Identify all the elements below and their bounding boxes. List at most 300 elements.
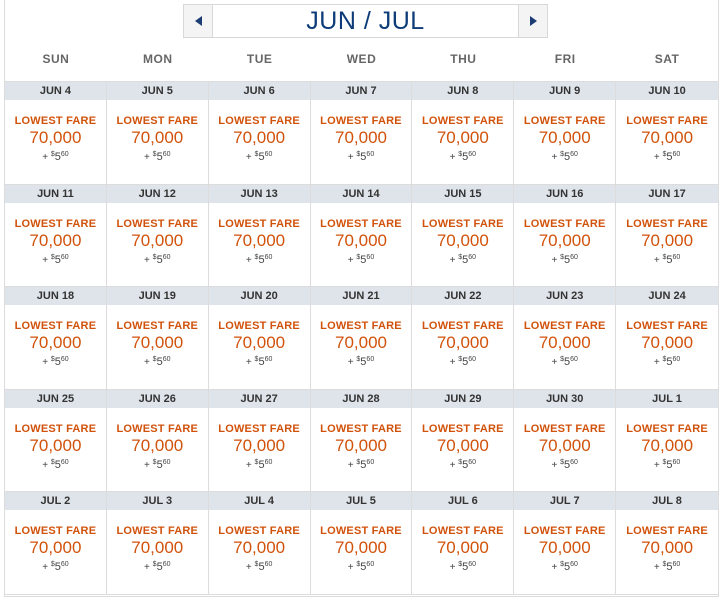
tax-prefix: + (551, 459, 558, 471)
day-date: JUN 29 (412, 390, 513, 408)
day-date: JUN 8 (412, 82, 513, 100)
day-cell[interactable] (311, 287, 413, 390)
tax-prefix: + (449, 562, 456, 574)
tax-prefix: + (245, 562, 252, 574)
tax-currency: $ (458, 561, 463, 569)
tax-cents: 60 (162, 561, 171, 569)
tax-currency: $ (50, 253, 55, 261)
tax-cents: 60 (264, 151, 273, 158)
fare-miles: 70,000 (29, 435, 82, 455)
day-cell[interactable] (412, 287, 514, 390)
tax-prefix: + (653, 254, 660, 266)
tax-currency: $ (458, 458, 463, 466)
weekday-label: WED (346, 52, 377, 66)
day-date: JUN 9 (514, 82, 615, 100)
fare-miles: 70,000 (436, 333, 489, 353)
day-date: JUN 30 (514, 390, 615, 408)
fare-miles: 70,000 (233, 333, 286, 353)
fare-miles: 70,000 (538, 435, 591, 455)
tax-prefix: + (245, 254, 252, 266)
tax-cents: 60 (264, 561, 273, 569)
fare-label: LOWEST FARE (626, 320, 708, 333)
fare-tax (5, 149, 106, 164)
tax-currency: $ (254, 253, 259, 261)
tax-currency: $ (50, 356, 55, 364)
tax-prefix: + (449, 254, 456, 266)
day-date: JUN 26 (107, 390, 208, 408)
tax-prefix: + (653, 357, 660, 369)
tax-cents: 60 (672, 561, 681, 569)
tax-cents: 60 (264, 356, 273, 364)
tax-dollars: 5 (666, 561, 673, 574)
day-date: JUN 12 (107, 185, 208, 203)
fare-miles: 70,000 (334, 333, 387, 353)
tax-dollars: 5 (258, 356, 265, 369)
tax-prefix: + (347, 562, 354, 574)
fare-miles: 70,000 (29, 230, 82, 250)
day-cell[interactable] (209, 185, 311, 288)
tax-currency: $ (152, 561, 157, 569)
tax-dollars: 5 (258, 458, 265, 471)
fare-label: LOWEST FARE (116, 525, 199, 538)
tax-dollars: 5 (360, 356, 367, 369)
tax-prefix: + (347, 254, 354, 266)
weekday-label: FRI (554, 52, 576, 66)
day-date: JUN 15 (412, 185, 513, 203)
fare-tax (5, 559, 106, 574)
tax-currency: $ (152, 356, 157, 364)
day-date: JUL 1 (616, 390, 718, 408)
tax-currency: $ (254, 458, 259, 466)
fare-tax (412, 252, 513, 267)
fare-miles: 70,000 (233, 538, 286, 558)
weekday-label: TUE (246, 52, 273, 66)
fare-miles: 70,000 (233, 230, 286, 250)
day-cell[interactable] (311, 185, 413, 288)
fare-miles: 70,000 (131, 538, 184, 558)
day-date: JUN 4 (5, 82, 106, 100)
tax-dollars: 5 (462, 253, 469, 266)
tax-dollars: 5 (156, 561, 163, 574)
tax-currency: $ (50, 151, 55, 158)
tax-currency: $ (254, 151, 259, 158)
day-cell[interactable] (5, 185, 107, 288)
tax-prefix: + (245, 459, 252, 471)
day-cell[interactable] (616, 492, 718, 595)
tax-prefix: + (144, 357, 150, 369)
tax-currency: $ (254, 561, 259, 569)
fare-tax (209, 457, 310, 472)
fare-tax (616, 252, 718, 267)
tax-cents: 60 (60, 151, 69, 158)
tax-dollars: 5 (156, 458, 163, 471)
fare-tax (514, 149, 615, 164)
tax-dollars: 5 (462, 356, 469, 369)
fare-tax (107, 252, 208, 267)
fare-miles: 70,000 (436, 128, 489, 147)
tax-prefix: + (347, 152, 354, 163)
fare-label: LOWEST FARE (116, 422, 199, 435)
tax-prefix: + (42, 459, 49, 471)
tax-prefix: + (245, 152, 252, 163)
weekday-label: THU (450, 52, 477, 66)
fare-label: LOWEST FARE (422, 115, 504, 127)
day-date: JUN 22 (412, 287, 513, 305)
fare-miles: 70,000 (334, 128, 387, 147)
fare-calendar (4, 0, 719, 597)
day-cell[interactable] (209, 287, 311, 390)
fare-tax (514, 354, 615, 369)
tax-dollars: 5 (258, 253, 265, 266)
tax-prefix: + (551, 152, 558, 163)
fare-miles: 70,000 (538, 128, 591, 147)
fare-label: LOWEST FARE (626, 422, 708, 435)
tax-cents: 60 (264, 253, 273, 261)
weekday-label: MON (143, 52, 173, 66)
fare-label: LOWEST FARE (422, 217, 504, 230)
day-cell[interactable] (616, 82, 718, 185)
fare-label: LOWEST FARE (14, 525, 97, 538)
fare-label: LOWEST FARE (626, 525, 708, 538)
fare-tax (107, 559, 208, 574)
fare-label: LOWEST FARE (14, 217, 97, 230)
tax-currency: $ (458, 253, 463, 261)
fare-miles: 70,000 (233, 128, 286, 147)
tax-cents: 60 (162, 458, 171, 466)
fare-label: LOWEST FARE (14, 422, 97, 435)
tax-currency: $ (662, 561, 667, 569)
fare-label: LOWEST FARE (320, 320, 402, 333)
fare-label: LOWEST FARE (14, 115, 97, 127)
tax-cents: 60 (570, 151, 578, 158)
tax-cents: 60 (468, 356, 477, 364)
fare-tax (514, 252, 615, 267)
tax-dollars: 5 (360, 253, 367, 266)
fare-miles: 70,000 (131, 333, 184, 353)
tax-currency: $ (152, 458, 157, 466)
day-cell[interactable] (107, 82, 209, 185)
fare-tax (412, 457, 513, 472)
tax-prefix: + (653, 152, 660, 163)
fare-label: LOWEST FARE (14, 320, 97, 333)
tax-prefix: + (449, 152, 456, 163)
day-cell[interactable] (107, 185, 209, 288)
month-navigator (183, 4, 548, 38)
tax-currency: $ (560, 458, 565, 466)
day-date: JUN 17 (616, 185, 718, 203)
fare-miles: 70,000 (334, 538, 387, 558)
fare-tax (209, 354, 310, 369)
fare-miles: 70,000 (131, 230, 184, 250)
tax-dollars: 5 (54, 253, 61, 266)
tax-cents: 60 (672, 253, 681, 261)
tax-cents: 60 (162, 356, 171, 364)
fare-label: LOWEST FARE (218, 525, 300, 538)
tax-cents: 60 (162, 253, 171, 261)
day-cell[interactable] (209, 82, 311, 185)
day-cell[interactable] (311, 390, 413, 493)
fare-tax (209, 149, 310, 164)
tax-cents: 60 (468, 561, 477, 569)
tax-cents: 60 (468, 253, 477, 261)
day-cell[interactable] (616, 390, 718, 493)
tax-dollars: 5 (564, 356, 571, 369)
day-cell[interactable] (5, 82, 107, 185)
day-cell[interactable] (107, 287, 209, 390)
fare-tax (616, 559, 718, 574)
day-date: JUN 27 (209, 390, 310, 408)
day-cell[interactable] (5, 390, 107, 493)
tax-dollars: 5 (156, 356, 163, 369)
fare-tax (514, 457, 615, 472)
tax-dollars: 5 (564, 458, 571, 471)
tax-cents: 60 (468, 458, 477, 466)
tax-dollars: 5 (564, 561, 571, 574)
tax-cents: 60 (570, 253, 578, 261)
tax-cents: 60 (60, 458, 69, 466)
tax-cents: 60 (264, 458, 273, 466)
tax-cents: 60 (570, 561, 578, 569)
day-cell[interactable] (209, 492, 311, 595)
day-date: JUN 10 (616, 82, 718, 100)
tax-dollars: 5 (258, 151, 265, 163)
weekday-label: SAT (654, 52, 680, 66)
fare-miles: 70,000 (436, 435, 489, 455)
tax-dollars: 5 (156, 151, 163, 163)
tax-prefix: + (144, 459, 150, 471)
tax-prefix: + (42, 357, 49, 369)
fare-label: LOWEST FARE (422, 422, 504, 435)
tax-prefix: + (551, 357, 558, 369)
fare-miles: 70,000 (641, 333, 694, 353)
fare-miles: 70,000 (233, 435, 286, 455)
day-cell[interactable] (107, 492, 209, 595)
day-cell[interactable] (514, 185, 616, 288)
tax-prefix: + (347, 357, 354, 369)
fare-tax (514, 559, 615, 574)
fare-miles: 70,000 (131, 128, 184, 147)
fare-label: LOWEST FARE (116, 115, 199, 127)
fare-label: LOWEST FARE (523, 115, 606, 127)
day-cell[interactable] (412, 390, 514, 493)
fare-tax (311, 149, 412, 164)
fare-tax (107, 149, 208, 164)
day-date: JUN 11 (5, 185, 106, 203)
fare-miles: 70,000 (538, 230, 591, 250)
day-cell[interactable] (412, 185, 514, 288)
day-date: JUN 18 (5, 287, 106, 305)
fare-tax (209, 559, 310, 574)
tax-currency: $ (458, 151, 463, 158)
fare-label: LOWEST FARE (320, 525, 402, 538)
fare-tax (311, 457, 412, 472)
tax-dollars: 5 (360, 458, 367, 471)
day-date: JUN 21 (311, 287, 412, 305)
tax-prefix: + (42, 562, 49, 574)
day-date: JUL 3 (107, 492, 208, 510)
tax-currency: $ (560, 356, 565, 364)
tax-cents: 60 (672, 151, 681, 158)
fare-tax (412, 559, 513, 574)
fare-miles: 70,000 (641, 435, 694, 455)
tax-currency: $ (662, 253, 667, 261)
day-date: JUL 4 (209, 492, 310, 510)
tax-dollars: 5 (54, 458, 61, 471)
tax-dollars: 5 (666, 356, 673, 369)
day-cell[interactable] (5, 492, 107, 595)
day-date: JUL 6 (412, 492, 513, 510)
fare-label: LOWEST FARE (626, 217, 708, 230)
fare-label: LOWEST FARE (523, 525, 606, 538)
day-date: JUN 16 (514, 185, 615, 203)
fare-label: LOWEST FARE (523, 422, 606, 435)
tax-dollars: 5 (54, 561, 61, 574)
tax-prefix: + (551, 254, 558, 266)
fare-tax (311, 559, 412, 574)
day-date: JUN 23 (514, 287, 615, 305)
tax-cents: 60 (468, 151, 477, 158)
day-date: JUN 24 (616, 287, 718, 305)
day-cell[interactable] (514, 390, 616, 493)
tax-currency: $ (356, 356, 361, 364)
tax-cents: 60 (366, 253, 375, 261)
fare-label: LOWEST FARE (320, 217, 402, 230)
tax-currency: $ (152, 253, 157, 261)
weekday-header-row (5, 40, 718, 78)
fare-tax (412, 149, 513, 164)
fare-label: LOWEST FARE (218, 320, 300, 333)
fare-miles: 70,000 (334, 435, 387, 455)
fare-label: LOWEST FARE (218, 217, 300, 230)
day-cell[interactable] (311, 82, 413, 185)
tax-cents: 60 (60, 253, 69, 261)
fare-tax (616, 149, 718, 164)
fare-label: LOWEST FARE (116, 320, 199, 333)
tax-cents: 60 (366, 151, 375, 158)
fare-tax (209, 252, 310, 267)
day-date: JUN 28 (311, 390, 412, 408)
day-cell[interactable] (209, 390, 311, 493)
fare-tax (5, 457, 106, 472)
day-cell[interactable] (412, 82, 514, 185)
tax-dollars: 5 (564, 253, 571, 266)
fare-miles: 70,000 (436, 230, 489, 250)
fare-label: LOWEST FARE (320, 115, 402, 127)
fare-tax (107, 354, 208, 369)
fare-tax (107, 457, 208, 472)
tax-prefix: + (144, 254, 150, 266)
day-cell[interactable] (311, 492, 413, 595)
day-cell[interactable] (5, 287, 107, 390)
chevron-left-icon (195, 16, 202, 26)
tax-currency: $ (356, 458, 361, 466)
tax-prefix: + (42, 152, 49, 163)
tax-currency: $ (50, 561, 55, 569)
tax-currency: $ (560, 151, 565, 158)
day-cell[interactable] (616, 185, 718, 288)
day-date: JUN 13 (209, 185, 310, 203)
tax-dollars: 5 (156, 253, 163, 266)
tax-prefix: + (653, 459, 660, 471)
prev-month-button[interactable] (183, 4, 213, 38)
day-date: JUL 7 (514, 492, 615, 510)
tax-cents: 60 (570, 458, 578, 466)
tax-dollars: 5 (462, 151, 469, 163)
fare-label: LOWEST FARE (320, 422, 402, 435)
tax-dollars: 5 (360, 151, 367, 163)
tax-cents: 60 (60, 356, 69, 364)
day-date: JUL 5 (311, 492, 412, 510)
tax-cents: 60 (162, 151, 171, 158)
tax-currency: $ (152, 151, 157, 158)
tax-cents: 60 (366, 458, 375, 466)
tax-currency: $ (458, 356, 463, 364)
tax-dollars: 5 (462, 561, 469, 574)
day-cell[interactable] (412, 492, 514, 595)
day-cell[interactable] (514, 492, 616, 595)
fare-label: LOWEST FARE (422, 320, 504, 333)
fare-tax (311, 354, 412, 369)
day-cell[interactable] (514, 287, 616, 390)
fare-label: LOWEST FARE (523, 217, 606, 230)
day-date: JUN 20 (209, 287, 310, 305)
tax-prefix: + (144, 152, 150, 163)
fare-miles: 70,000 (538, 538, 591, 558)
tax-currency: $ (560, 561, 565, 569)
chevron-right-icon (530, 16, 537, 26)
fare-tax (616, 457, 718, 472)
tax-prefix: + (42, 254, 49, 266)
tax-cents: 60 (672, 458, 681, 466)
weekday-label: SUN (42, 52, 70, 66)
tax-currency: $ (560, 253, 565, 261)
tax-prefix: + (347, 459, 354, 471)
fare-miles: 70,000 (29, 128, 82, 147)
calendar-grid (5, 81, 718, 595)
tax-currency: $ (356, 253, 361, 261)
month-title: JUN / JUL (306, 6, 425, 35)
next-month-button[interactable] (518, 4, 548, 38)
tax-currency: $ (356, 151, 361, 158)
fare-tax (5, 354, 106, 369)
fare-miles: 70,000 (436, 538, 489, 558)
tax-prefix: + (653, 562, 660, 574)
tax-cents: 60 (60, 561, 69, 569)
tax-cents: 60 (570, 356, 578, 364)
tax-currency: $ (662, 151, 667, 158)
tax-prefix: + (449, 357, 456, 369)
fare-label: LOWEST FARE (116, 217, 199, 230)
fare-tax (5, 252, 106, 267)
day-cell[interactable] (107, 390, 209, 493)
tax-dollars: 5 (54, 356, 61, 369)
tax-dollars: 5 (564, 151, 571, 163)
fare-label: LOWEST FARE (218, 422, 300, 435)
fare-miles: 70,000 (538, 333, 591, 353)
fare-miles: 70,000 (29, 333, 82, 353)
day-cell[interactable] (514, 82, 616, 185)
day-date: JUN 14 (311, 185, 412, 203)
tax-cents: 60 (672, 356, 681, 364)
tax-dollars: 5 (666, 458, 673, 471)
fare-label: LOWEST FARE (218, 115, 300, 127)
tax-currency: $ (254, 356, 259, 364)
day-date: JUN 7 (311, 82, 412, 100)
tax-currency: $ (50, 458, 55, 466)
day-cell[interactable] (616, 287, 718, 390)
tax-dollars: 5 (258, 561, 265, 574)
day-date: JUL 2 (5, 492, 106, 510)
